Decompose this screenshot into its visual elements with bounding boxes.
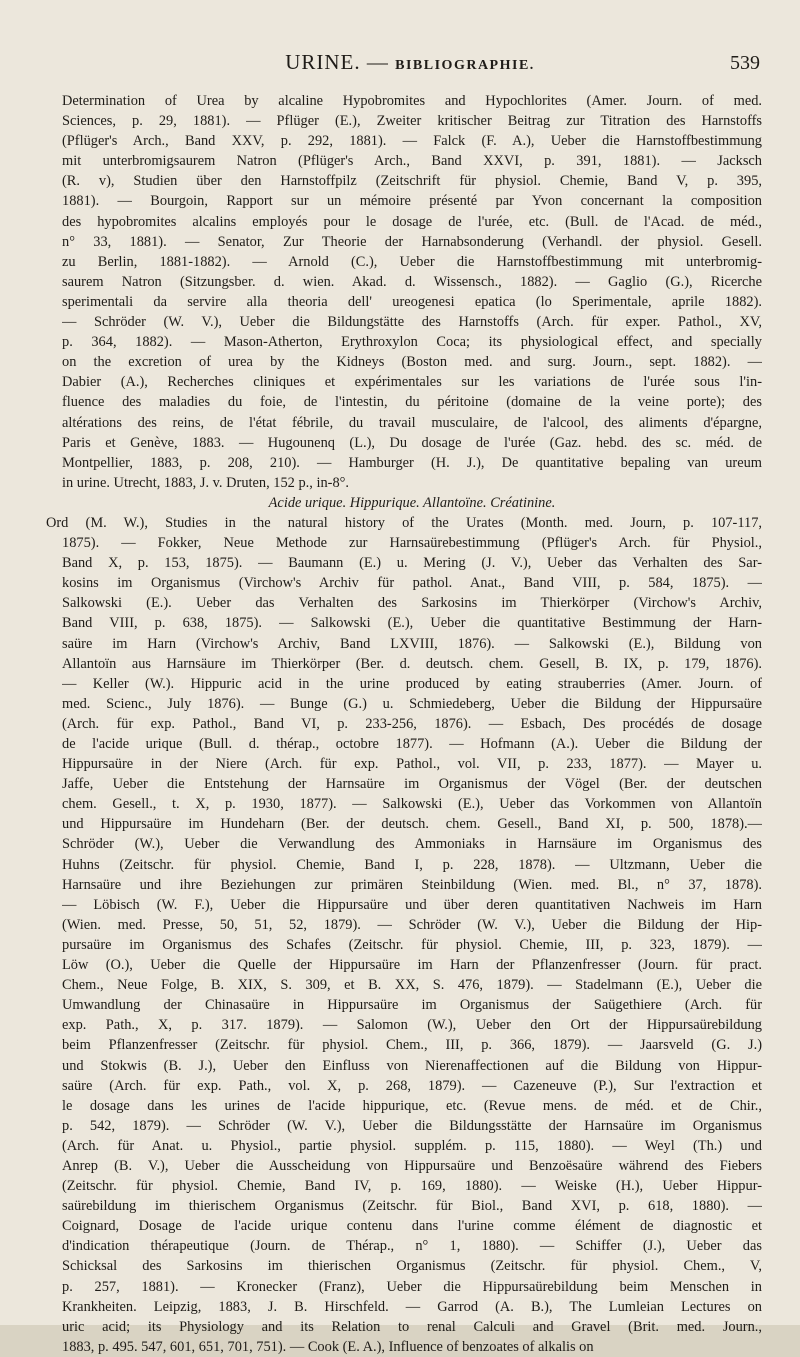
text-line: saüre (Arch. für exp. Path., vol. X, p. 268, 1879). — Cazeneuve (P.), Sur l'extraction et	[62, 1077, 762, 1094]
text-line: Chem., Neue Folge, B. XIX, S. 309, et B. XX, S. 476, 1879). — Stadelmann (E.), Ueber die	[62, 977, 762, 994]
text-line: sperimentali da servire alla theoria dell' ureogenesi epatica (lo Sperimentale, aprile 1882).	[62, 293, 762, 310]
text-line: saürebildung im thierischem Organismus (Zeitschr. für Biol., Band XVI, p. 618, 1880). —	[62, 1198, 762, 1215]
text-line: med. Scienc., July 1876). — Bunge (G.) u. Schmiedeberg, Ueber die Bildung der Hippursaüre	[62, 695, 762, 712]
text-line: de l'acide urique (Bull. d. thérap., octobre 1877). — Hofmann (A.). Ueber die Bildung der	[62, 736, 762, 752]
text-line: in urine. Utrecht, 1883, J. v. Druten, 152 p., in-8°.	[62, 474, 349, 491]
text-line: (R. v), Studien über den Harnstoffpilz (Zeitschrift für physiol. Chemie, Band V, p. 395,	[62, 173, 762, 190]
text-line: Harnsaüre und ihre Beziehungen zur primären Steinbildung (Wien. med. Bl., n° 37, 1878).	[62, 876, 762, 893]
text-line: Salkowski (E.). Ueber das Verhalten des Sarkosins im Thierkörper (Virchow's Archiv,	[62, 595, 762, 612]
text-line: p. 542, 1879). — Schröder (W. V.), Ueber die Bildungsstätte der Harnsaüre im Organismus	[62, 1117, 762, 1134]
text-line: exp. Path., X, p. 317. 1879). — Salomon (W.), Ueber den Ort der Hippursaürebildung	[62, 1017, 762, 1034]
text-line: 1875). — Fokker, Neue Methode zur Harnsaürebestimmung (Pflüger's Arch. für Physiol.,	[62, 535, 762, 552]
text-line: kosins im Organismus (Virchow's Archiv für pathol. Anat., Band VIII, p. 584, 1875). —	[62, 575, 762, 592]
text-line: Band X, p. 153, 1875). — Baumann (E.) u. Mering (J. V.), Ueber das Verhalten des Sar-	[62, 555, 762, 572]
text-line: saüre im Harn (Virchow's Archiv, Band LXVIII, 1876). — Salkowski (E.), Bildung von	[62, 635, 762, 652]
text-line: — Löbisch (W. F.), Ueber die Hippursaüre und über deren quantitativen Nachweis im Harn	[62, 896, 762, 913]
text-line: n° 33, 1881). — Senator, Zur Theorie der Harnabsonderung (Verhandl. der physiol. Gesell.	[62, 233, 762, 250]
text-line: (Zeitschr. für physiol. Chemie, Band IV, p. 169, 1880). — Weiske (H.), Ueber Hippur-	[62, 1178, 762, 1195]
text-line: Schröder (W.), Ueber die Verwandlung des Ammoniaks in Harnsäure im Organismus des	[62, 836, 762, 853]
section-heading: Acide urique. Hippurique. Allantoïne. Créatinine.	[268, 494, 556, 511]
text-line: Band VIII, p. 638, 1875). — Salkowski (E.), Ueber die quantitative Bestimmung der Harn-	[62, 615, 762, 632]
text-line: — Schröder (W. V.), Ueber die Bildungstätte des Harnstoffs (Arch. für exper. Pathol., XV,	[62, 314, 762, 331]
text-line: und Stokwis (B. J.), Ueber den Einfluss von Nierenaffectionen auf die Bildung von Hippur-	[62, 1057, 762, 1074]
text-line: 1883, p. 495. 547, 601, 651, 701, 751). — Cook (E. A.), Influence of benzoates of alkalis on	[62, 1338, 594, 1355]
page-number: 539	[730, 52, 760, 74]
text-line: Umwandlung der Chinasaüre in Hippursaüre im Organismus der Saügethiere (Arch. für	[62, 997, 762, 1014]
text-line: — Keller (W.). Hippuric acid in the urine produced by eating strauberries (Amer. Journ. of	[62, 675, 762, 692]
text-line: Hippursaüre in der Niere (Arch. für exp. Pathol., vol. VII, p. 233, 1877). — Mayer u.	[62, 756, 762, 773]
text-line: Allantoïn aus Harnsäure im Thierkörper (Ber. d. deutsch. chem. Gesell, B. IX, p. 179, 1876).	[62, 655, 762, 672]
text-line: mit unterbromigsaurem Natron (Pflüger's Arch., Band XXVI, p. 391, 1881). — Jacksch	[62, 153, 762, 170]
text-line: altérations des reins, de l'état fébrile, du travail musculaire, de l'alcool, des aliments d'épargne,	[62, 414, 762, 431]
section-title: URINE.	[285, 50, 361, 74]
text-line: Anrep (B. V.), Ueber die Ausscheidung von Hippursaüre und Benzoësaüre während des Fiebers	[62, 1157, 762, 1174]
section-subtitle: BIBLIOGRAPHIE.	[395, 58, 535, 73]
running-title	[60, 50, 760, 75]
text-line: Dabier (A.), Recherches cliniques et expérimentales sur les variations de l'urée sous l'in-	[62, 374, 762, 391]
text-line: fluence des maladies du foie, de l'intestin, du péritoine (domaine de la veine porte); des	[62, 394, 762, 411]
text-line: Schicksal des Sarkosins im thierischen Organismus (Zeitschr. für physiol. Chem., V,	[62, 1258, 762, 1275]
text-line: 1881). — Bourgoin, Rapport sur un mémoire présenté par Yvon concernant la composition	[62, 193, 762, 210]
text-line: (Arch. für Anat. u. Physiol., partie physiol. supplém. p. 115, 1880). — Weyl (Th.) und	[62, 1137, 762, 1154]
text-line: Ord (M. W.), Studies in the natural history of the Urates (Month. med. Journ, p. 107-117,	[46, 514, 762, 531]
text-line: und Hippursaüre im Hundeharn (Ber. der deutsch. chem. Gesell., Band XI, p. 500, 1878).—	[62, 816, 762, 833]
text-line: pursaüre im Organismus des Schafes (Zeitschr. für physiol. Chemie, III, p. 323, 1879). —	[62, 936, 762, 953]
text-line: (Wien. med. Presse, 50, 51, 52, 1879). — Schröder (W. V.), Ueber die Bildung der Hip-	[62, 916, 762, 933]
text-line: le dosage dans les urines de l'acide hippurique, etc. (Revue mens. de méd. et de Chir.,	[62, 1097, 762, 1114]
text-line: d'indication thérapeutique (Journ. de Thérap., n° 1, 1880). — Schiffer (J.), Ueber das	[62, 1238, 762, 1255]
bibliography-text	[46, 91, 762, 1357]
text-line: Krankheiten. Leipzig, 1883, J. B. Hirschfeld. — Garrod (A. B.), The Lumleian Lectures on	[62, 1298, 762, 1315]
text-line: Determination of Urea by alcaline Hypobromites and Hypochlorites (Amer. Journ. of med.	[62, 93, 762, 109]
text-line: zu Berlin, 1881-1882). — Arnold (C.), Ueber die Harnstoffbestimmung mit unterbromig-	[62, 253, 762, 270]
title-separator: —	[360, 50, 396, 74]
text-line: beim Pflanzenfresser (Zeitschr. für physiol. Chem., III, p. 366, 1879). — Jaarsveld (G. J.)	[62, 1037, 762, 1054]
text-line: Jaffe, Ueber die Entstehung der Harnsaüre im Organismus der Vögel (Ber. der deutschen	[62, 776, 762, 793]
text-line: Löw (O.), Ueber die Quelle der Hippursaüre im Harn der Pflanzenfresser (Journ. für pract.	[62, 957, 762, 974]
text-line: des hypobromites alcalins employés pour le dosage de l'urée, etc. (Bull. de l'Acad. de méd.,	[62, 213, 762, 230]
text-line: p. 364, 1882). — Mason-Atherton, Erythroxylon Coca; its physiological effect, and specially	[62, 334, 762, 351]
text-line: on the excretion of urea by the Kidneys (Boston med. and surg. Journ., sept. 1882). —	[62, 354, 762, 371]
running-header	[60, 50, 760, 84]
text-line: chem. Gesell., t. X, p. 1930, 1877). — Salkowski (E.), Ueber das Vorkommen von Allantoïn	[62, 796, 762, 813]
text-line: (Arch. für exp. Pathol., Band VI, p. 233-256, 1876). — Esbach, Des procédés de dosage	[62, 715, 762, 732]
text-line: Coignard, Dosage de l'acide urique contenu dans l'urine comme élément de diagnostic et	[62, 1218, 762, 1235]
text-line: Huhns (Zeitschr. für physiol. Chemie, Band I, p. 228, 1878). — Ultzmann, Ueber die	[62, 856, 762, 873]
text-line: p. 257, 1881). — Kronecker (Franz), Ueber die Hippursaürebildung beim Menschen in	[62, 1278, 762, 1295]
text-line: Montpellier, 1883, p. 208, 210). — Hamburger (H. J.), De quantitative bepaling van ureum	[62, 454, 762, 471]
text-line: Paris et Genève, 1883. — Hugounenq (L.), Du dosage de l'urée (Gaz. hebd. des sc. méd. de	[62, 434, 762, 451]
text-line: uric acid; its Physiology and its Relation to renal Calculi and Gravel (Brit. med. Journ.,	[62, 1318, 762, 1335]
text-line: (Pflüger's Arch., Band XXV, p. 292, 1881). — Falck (F. A.), Ueber die Harnstoffbestimmung	[62, 133, 762, 150]
text-line: Sciences, p. 29, 1881). — Pflüger (E.), Zweiter kritischer Beitrag zur Titration des Harnstoffs	[62, 113, 762, 130]
text-line: saurem Natron (Sitzungsber. d. wien. Akad. d. Wissensch., 1882). — Gaglio (G.), Ricerche	[62, 273, 762, 290]
